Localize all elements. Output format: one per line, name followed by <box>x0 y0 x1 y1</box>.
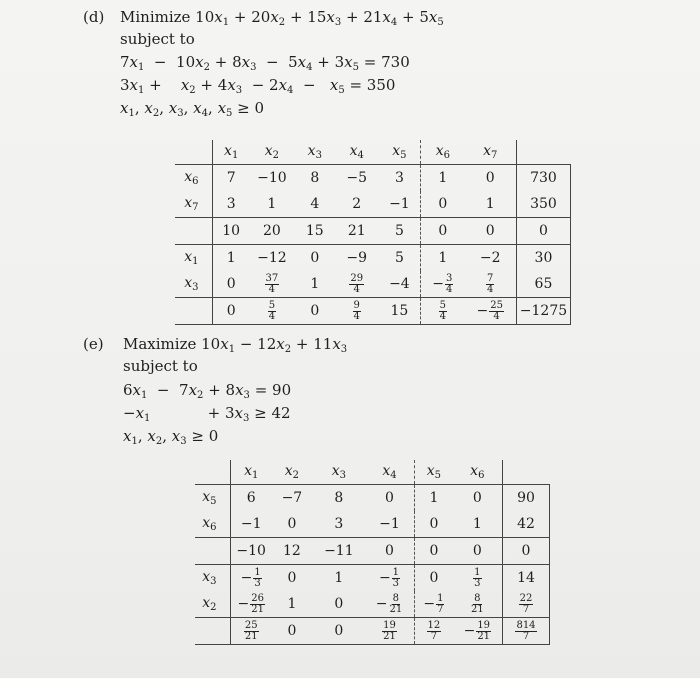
tableau-d-header-x6: $x_6$ <box>435 143 450 161</box>
tableau-d-cell: 8 <box>295 165 335 192</box>
tableau-d-cell: −2 <box>465 245 517 272</box>
tableau-d-cell: 3 <box>379 165 421 192</box>
tableau-d-cell: $\frac{9}{4}$ <box>335 298 379 325</box>
tableau-e-basis: $x_6$ <box>202 515 217 533</box>
tableau-d-cell: $\frac{5}{4}$ <box>421 298 465 325</box>
tableau-e-cell: −7 <box>271 485 313 512</box>
tableau-d-cell: −5 <box>335 165 379 192</box>
tableau-e-header-x2: $x_2$ <box>284 463 300 481</box>
tableau-e-basis: $x_5$ <box>195 485 231 512</box>
tableau-e-cell: 6 <box>231 485 271 512</box>
tableau-d-cell: 0 <box>213 271 249 298</box>
tableau-e-cell: $\frac{814}{7}$ <box>503 618 550 645</box>
tableau-e-cell: 90 <box>503 485 550 512</box>
tableau-e-cell: 0 <box>365 485 415 512</box>
tableau-e-cell: 0 <box>287 516 297 532</box>
tableau-d-cell: 21 <box>335 218 379 245</box>
tableau-e-cell: − $\frac{19}{21}$ <box>453 618 503 645</box>
tableau-e-cell: − $\frac{8}{21}$ <box>365 591 415 618</box>
tableau-e-corner <box>195 460 231 485</box>
tableau-d-basis: $x_3$ <box>184 275 199 293</box>
tableau-e-cell: −10 <box>231 538 271 565</box>
tableau-e-cell: − $\frac{26}{21}$ <box>231 591 271 618</box>
tableau-e-cell: 8 <box>313 485 365 512</box>
tableau-d-cell: 0 <box>295 298 335 325</box>
tableau-d-header-x7: $x_7$ <box>483 143 498 161</box>
tableau-d-cell: −9 <box>335 245 379 272</box>
tableau-d-cell: 1 <box>310 276 320 292</box>
tableau-e-cell: $\frac{8}{21}$ <box>470 592 484 615</box>
tableau-e-cell: −1 <box>365 511 415 538</box>
tableau-e-header-x1: $x_1$ <box>231 460 271 485</box>
tableau-d-cell: $\frac{7}{4}$ <box>487 272 494 295</box>
tableau-e-cell: 0 <box>334 596 344 612</box>
tableau-d-cell: 5 <box>379 218 421 245</box>
tableau-e-cell: 1 <box>415 485 453 512</box>
tableau-d-row <box>175 165 571 192</box>
part-d-subject-to: subject to <box>120 30 195 48</box>
tableau-d-cell: −4 <box>379 271 421 298</box>
tableau-d-row <box>175 298 571 325</box>
tableau-d-cell: 1 <box>485 196 495 212</box>
tableau-d-cell: 350 <box>516 191 570 218</box>
tableau-d-row <box>175 218 571 245</box>
tableau-d-cell: 10 <box>213 218 249 245</box>
tableau-d-cell: 1 <box>267 196 277 212</box>
tableau-e <box>195 460 550 645</box>
tableau-e-cell: 0 <box>429 516 439 532</box>
tableau-d-basis: $x_6$ <box>175 165 213 192</box>
tableau-e-row <box>195 591 550 618</box>
tableau-e-basis: $x_3$ <box>195 565 231 592</box>
tableau-e-cell: 1 <box>313 565 365 592</box>
tableau-e-cell: 0 <box>453 538 503 565</box>
tableau-d-cell: 15 <box>295 218 335 245</box>
tableau-d-header-x2: $x_2$ <box>264 143 280 161</box>
tableau-e-cell: 0 <box>415 565 453 592</box>
tableau-e-cell: − $\frac{1}{3}$ <box>231 565 271 592</box>
tableau-d-cell: −12 <box>249 245 295 272</box>
tableau-e-cell: 42 <box>503 511 550 538</box>
tableau-e-cell: 0 <box>365 538 415 565</box>
part-e-label: (e) <box>83 335 104 353</box>
tableau-d-cell: − $\frac{25}{4}$ <box>465 298 517 325</box>
tableau-d-cell: 0 <box>438 196 448 212</box>
tableau-e-cell: 0 <box>271 618 313 645</box>
tableau-e-row <box>195 511 550 538</box>
tableau-d-cell: 15 <box>379 298 421 325</box>
tableau-e-cell: 12 <box>271 538 313 565</box>
tableau-d-cell: 1 <box>421 245 465 272</box>
tableau-e-cell: 0 <box>313 618 365 645</box>
tableau-e-cell: 0 <box>453 485 503 512</box>
tableau-e-cell: − $\frac{1}{7}$ <box>423 592 444 615</box>
tableau-d-cell: 0 <box>465 218 517 245</box>
tableau-e-cell: $\frac{22}{7}$ <box>503 591 550 618</box>
tableau-e-basis <box>195 538 231 565</box>
tableau-e-cell: $\frac{25}{21}$ <box>231 618 271 645</box>
tableau-e-cell: 1 <box>472 516 482 532</box>
tableau-d-row <box>175 191 571 218</box>
tableau-d-cell: 7 <box>213 165 249 192</box>
tableau-d-cell: $\frac{37}{4}$ <box>265 272 279 295</box>
tableau-e-cell: 14 <box>503 565 550 592</box>
part-e-constraint-1: $6x_1 - 7x_2 + 8x_3 = 90$ <box>123 381 292 401</box>
tableau-d-cell: $\frac{5}{4}$ <box>249 298 295 325</box>
tableau-d-cell: − $\frac{3}{4}$ <box>432 272 453 295</box>
tableau-e-cell: 0 <box>503 538 550 565</box>
tableau-e-cell: $\frac{12}{7}$ <box>415 618 453 645</box>
tableau-e-cell: 1 <box>287 596 297 612</box>
tableau-e-row <box>195 485 550 512</box>
tableau-d-cell: 5 <box>379 245 421 272</box>
tableau-d-cell: 0 <box>465 165 517 192</box>
tableau-d-header-x3: $x_3$ <box>307 143 322 161</box>
tableau-e-basis: $x_2$ <box>202 595 217 613</box>
tableau-e-header-x5: $x_5$ <box>426 463 442 481</box>
tableau-d-cell: 1 <box>213 245 249 272</box>
part-d-label: (d) <box>83 8 105 26</box>
tableau-e-cell: 0 <box>415 538 453 565</box>
tableau-d-cell: 1 <box>421 165 465 192</box>
tableau-e-cell: 3 <box>334 516 344 532</box>
tableau-e-cell: −11 <box>313 538 365 565</box>
tableau-d-cell: 65 <box>516 271 570 298</box>
tableau-d-basis: $x_1$ <box>175 245 213 272</box>
tableau-d-cell: 3 <box>213 191 249 218</box>
tableau-e-cell: $\frac{1}{3}$ <box>453 565 503 592</box>
part-e-nonneg: $x_1$, $x_2$, $x_3 \ge 0$ <box>123 427 219 447</box>
tableau-d-cell: 4 <box>310 196 320 212</box>
tableau-e-header-x3: $x_3$ <box>331 463 346 481</box>
tableau-d-cell: 730 <box>516 165 570 192</box>
part-d-constraint-1: $7x_1 - 10x_2 + 8x_3 - 5x_4 + 3x_5 = 730$ <box>120 53 410 73</box>
part-e-subject-to: subject to <box>123 357 198 375</box>
tableau-d-header-x4: $x_4$ <box>349 143 364 161</box>
tableau-d-header-x5: $x_5$ <box>379 140 421 165</box>
tableau-e-cell: $\frac{19}{21}$ <box>365 618 415 645</box>
tableau-e-cell: − $\frac{1}{3}$ <box>365 565 415 592</box>
part-d-objective: Minimize $10x_1 + 20x_2 + 15x_3 + 21x_4 + 5x_5$ <box>120 8 444 28</box>
tableau-e-header-rhs <box>503 460 550 485</box>
tableau-e-header-x4: $x_4$ <box>365 460 415 485</box>
tableau-e-row <box>195 565 550 592</box>
tableau-d-header-x1: $x_1$ <box>213 140 249 165</box>
part-d-nonneg: $x_1$, $x_2$, $x_3$, $x_4$, $x_5 \ge 0$ <box>120 99 265 119</box>
part-e-objective: Maximize $10x_1 - 12x_2 + 11x_3$ <box>123 335 348 355</box>
tableau-e-cell: −1 <box>231 511 271 538</box>
tableau-d-cell: 0 <box>295 245 335 272</box>
tableau-d-cell: −1 <box>379 191 421 218</box>
tableau-d-basis <box>175 298 213 325</box>
tableau-d-basis <box>175 218 213 245</box>
tableau-d-cell: 0 <box>213 298 249 325</box>
tableau-d-cell: 20 <box>249 218 295 245</box>
tableau-d-row <box>175 271 571 298</box>
tableau-d-cell: 0 <box>516 218 570 245</box>
tableau-d-corner <box>175 140 213 165</box>
tableau-e-header-x6: $x_6$ <box>470 463 485 481</box>
tableau-e-cell: 0 <box>271 565 313 592</box>
tableau-d-cell: −10 <box>249 165 295 192</box>
tableau-d-cell: 0 <box>421 218 465 245</box>
tableau-e-row <box>195 538 550 565</box>
tableau-d <box>175 140 571 325</box>
tableau-e-row <box>195 618 550 645</box>
part-d-constraint-2: $3x_1$ + $x_2 + 4x_3 - 2x_4 - x_5 = 350$ <box>120 76 396 96</box>
tableau-d-basis: $x_7$ <box>184 195 199 213</box>
tableau-d-cell: −1275 <box>516 298 570 325</box>
tableau-d-row <box>175 245 571 272</box>
tableau-d-cell: 30 <box>516 245 570 272</box>
tableau-d-cell: $\frac{29}{4}$ <box>350 272 364 295</box>
tableau-d-header-rhs <box>516 140 570 165</box>
part-e-constraint-2: $-x_1$ + $3x_3 \ge 42$ <box>123 404 291 424</box>
tableau-d-cell: 2 <box>352 196 362 212</box>
tableau-e-basis <box>195 618 231 645</box>
